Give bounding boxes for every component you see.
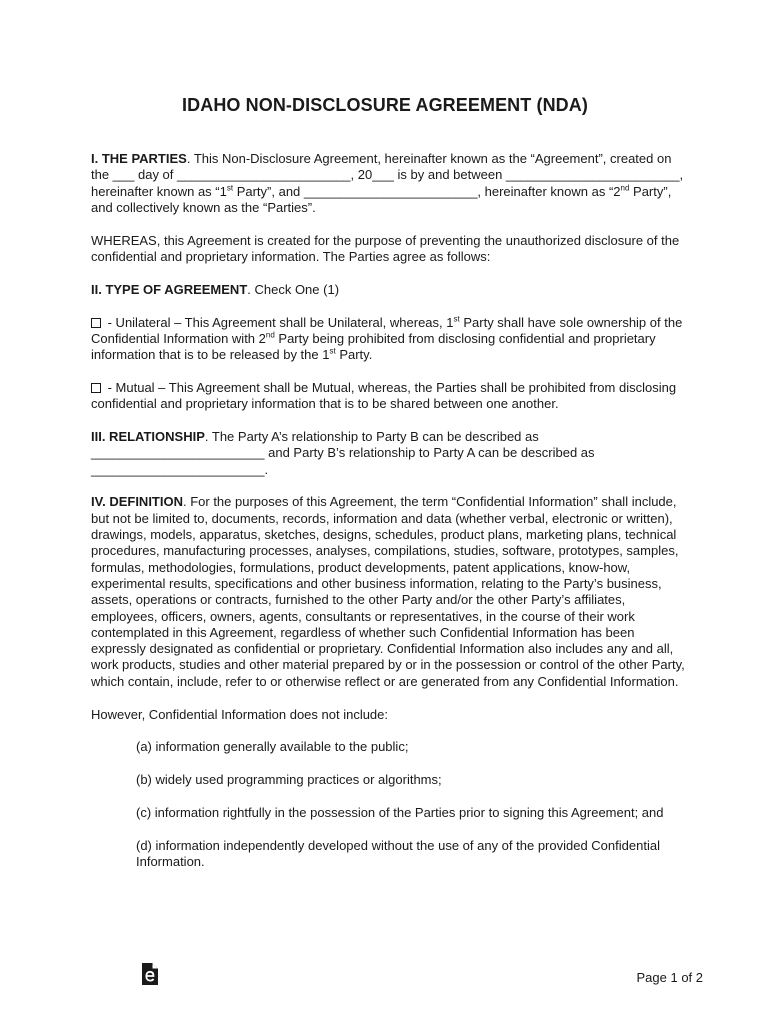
unilateral-text-a: - Unilateral – This Agreement shall be Unilateral, whereas, 1 <box>104 314 454 330</box>
parties-text-3: Party”, and collectively known as the “Parties”. <box>91 183 672 215</box>
relationship-section <box>91 429 691 478</box>
type-text: . Check One (1) <box>247 281 340 297</box>
mutual-checkbox[interactable] <box>91 383 101 393</box>
however-paragraph: However, Confidential Information does not include: <box>91 706 389 722</box>
mutual-option <box>91 380 691 413</box>
definition-heading: IV. DEFINITION <box>91 494 183 510</box>
parties-heading: I. THE PARTIES <box>91 151 187 166</box>
unilateral-text-c: Party being prohibited from disclosing confidential and proprietary information that is to be released by the 1 <box>91 330 656 363</box>
unilateral-option <box>91 315 691 364</box>
exclusion-item-b: (b) widely used programming practices or algorithms; <box>136 772 442 788</box>
unilateral-sup-2: nd <box>265 330 275 340</box>
relationship-text: . The Party A’s relationship to Party B can be described as ________________________ and Party B’s relationship to Party A can be described as ________________________. <box>91 429 595 477</box>
exclusion-item-c: (c) information rightfully in the possession of the Parties prior to signing this Agreement; and <box>136 804 664 820</box>
relationship-heading: III. RELATIONSHIP <box>91 429 205 445</box>
parties-text-1: . This Non-Disclosure Agreement, hereinafter known as the “Agreement”, created on the ___ day of ________________________, 20___ is by and between ________________________, hereinafter known as “1 <box>91 151 684 199</box>
document-logo-icon <box>141 962 159 986</box>
document-title: IDAHO NON-DISCLOSURE AGREEMENT (NDA) <box>182 95 588 115</box>
definition-section <box>91 494 691 690</box>
whereas-paragraph: WHEREAS, this Agreement is created for the purpose of preventing the unauthorized disclosure of the confidential and proprietary information. The Parties agree as follows: <box>91 232 680 264</box>
unilateral-sup-3: st <box>329 346 336 356</box>
exclusion-item-a: (a) information generally available to the public; <box>136 739 409 755</box>
mutual-text: - Mutual – This Agreement shall be Mutual, whereas, the Parties shall be prohibited from disclosing confidential and proprietary information that is to be shared between one another. <box>91 379 677 412</box>
parties-sup-1: st <box>226 183 234 193</box>
page-number: Page 1 of 2 <box>636 970 703 985</box>
unilateral-text-d: Party. <box>335 347 373 363</box>
parties-text-2: Party”, and ________________________, hereinafter known as “2 <box>233 183 621 199</box>
definition-text: . For the purposes of this Agreement, the term “Confidential Information” shall include, but not be limited to, documents, records, information and data (whether verbal, electronic or written), drawings, models, apparatus, sketches, designs, schedules, product plans, marketing plans, technical procedures, manufacturing processes, analyses, compilations, studies, software, prototypes, samples, formulas, methodologies, formulations, product developments, patent applications, know-how, experimental results, specifications and other business information, relating to the Party’s business, assets, operations or contracts, furnished to the other Party and/or the other Party’s affiliates, employees, officers, owners, agents, consultants or representatives, in the course of their work contemplated in this Agreement, regardless of whether such Confidential Information has been expressly designated as confidential or proprietary. Confidential Information also includes any and all, work products, studies and other material prepared by or in the possession or control of the other Party, which contain, include, refer to or otherwise reflect or are generated from any Confidential Information. <box>91 494 685 689</box>
unilateral-sup-1: st <box>453 314 460 324</box>
unilateral-checkbox[interactable] <box>91 318 101 328</box>
type-heading: II. TYPE OF AGREEMENT <box>91 281 248 297</box>
type-section <box>91 282 691 298</box>
unilateral-text-b: Party shall have sole ownership of the Confidential Information with 2 <box>91 314 683 346</box>
exclusion-item-d: (d) information independently developed without the use of any of the provided Confidential Information. <box>136 837 660 869</box>
parties-sup-2: nd <box>620 183 630 193</box>
parties-section <box>91 151 691 216</box>
document-body <box>91 151 691 887</box>
